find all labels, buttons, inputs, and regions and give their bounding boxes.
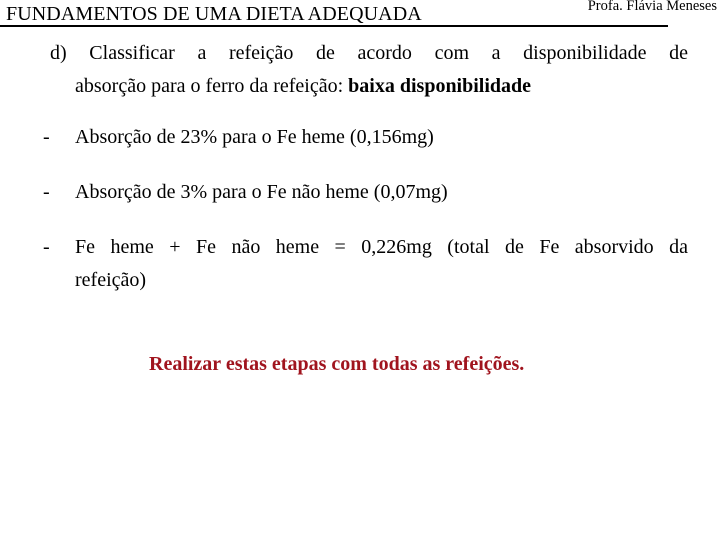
list-item-text-line-1: Fe heme + Fe não heme = 0,226mg (total de Fe absorvido da	[75, 236, 688, 258]
bullet-dash: -	[43, 181, 50, 203]
list-item-heme-absorption	[43, 121, 688, 154]
author-label: Profa. Flávia Meneses	[587, 0, 717, 14]
slide-title: FUNDAMENTOS DE UMA DIETA ADEQUADA	[6, 3, 422, 25]
slide-content	[43, 37, 688, 297]
availability-classification: baixa disponibilidade	[348, 75, 532, 97]
step-d-line-2-text: absorção para o ferro da refeição:	[75, 75, 349, 97]
closing-instruction: Realizar estas etapas com todas as refeições.	[149, 353, 525, 375]
list-item-text-line-2: refeição)	[75, 269, 147, 291]
list-item-total-iron	[43, 231, 688, 297]
step-d-paragraph	[50, 37, 688, 103]
list-item-text: Absorção de 23% para o Fe heme (0,156mg)	[75, 126, 434, 148]
list-item-text: Absorção de 3% para o Fe não heme (0,07mg)	[75, 181, 448, 203]
step-d-line-1: d) Classificar a refeição de acordo com a disponibilidade de	[50, 42, 688, 64]
list-item-non-heme-absorption	[43, 176, 688, 209]
step-d-line-2	[50, 70, 688, 103]
bullet-dash: -	[43, 126, 50, 148]
bullet-dash: -	[43, 236, 50, 258]
header-divider	[0, 25, 668, 27]
